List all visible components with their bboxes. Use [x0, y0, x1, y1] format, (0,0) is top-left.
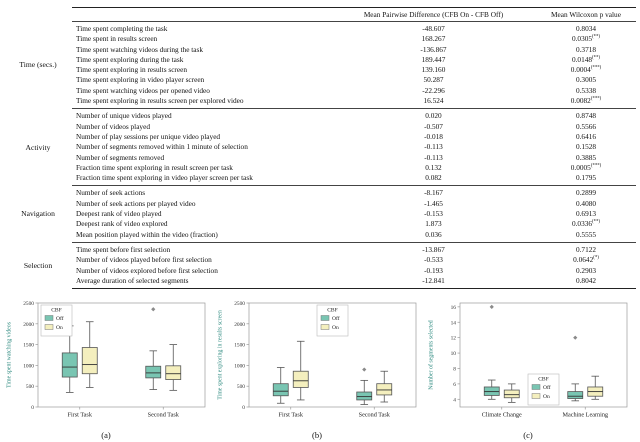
legend-label: On: [56, 325, 63, 332]
diff-value: 1.873: [425, 219, 442, 229]
table-group: [4, 243, 636, 289]
y-tick-label: 0: [242, 405, 245, 412]
outlier-diamond: [362, 368, 366, 372]
x-tick-label: Machine Learning: [562, 411, 609, 419]
x-tick-label: Climate Change: [481, 411, 522, 419]
boxplot-figure-a: [2, 295, 210, 440]
significance-marker: (**): [592, 34, 601, 40]
box-on: [166, 366, 181, 380]
metric-label: Time spent before first selection: [76, 244, 171, 254]
outlier-diamond: [490, 305, 494, 309]
p-value: 0.1795: [575, 173, 597, 183]
diff-value: 189.447: [421, 54, 446, 64]
group-rows: [72, 243, 636, 289]
diff-value: 16.524: [423, 96, 444, 106]
table-row: [72, 230, 636, 240]
table-row: [72, 209, 636, 219]
table-row: [72, 111, 636, 121]
p-value: 0.0642(*): [573, 255, 599, 265]
metric-label: Time spent completing the task: [76, 24, 168, 33]
boxplot-c-svg: [424, 295, 632, 429]
table-row: [72, 122, 636, 132]
category-cell: Navigation: [21, 209, 55, 219]
category-cell: Selection: [23, 260, 53, 270]
table-group: [4, 22, 636, 109]
table-row: [72, 96, 636, 106]
y-tick-label: 2000: [23, 321, 34, 328]
metric-label: Average duration of selected segments: [76, 275, 189, 285]
table-row: [72, 45, 636, 55]
p-value: 0.3885: [575, 152, 597, 162]
metric-label: Time spent exploring in results screen: [76, 65, 187, 75]
diff-value: 50.287: [423, 75, 444, 85]
table-row: [72, 24, 636, 34]
table-group: [4, 109, 636, 186]
p-value: 0.2903: [575, 265, 597, 275]
legend-label: Off: [56, 316, 64, 323]
subcaption-a: (a): [101, 430, 111, 441]
metric-label: Deepest rank of video explored: [76, 219, 168, 229]
legend-title: CBF: [538, 376, 549, 383]
metric-label: Number of videos played: [76, 121, 150, 131]
category-cell: Activity: [25, 142, 51, 152]
y-tick-label: 4: [453, 397, 456, 404]
box-on: [504, 390, 519, 398]
legend-swatch-on: [321, 325, 329, 330]
header-cells: [72, 7, 636, 22]
p-value: 0.5566: [575, 121, 597, 131]
boxplot-b-svg: [213, 295, 421, 429]
diff-value: 0.082: [425, 173, 442, 183]
p-value: 0.8034: [575, 24, 597, 33]
table-row: [72, 34, 636, 44]
table-header-band: [4, 7, 636, 22]
category-cell: Time (secs.): [19, 60, 57, 70]
pvalue-column-header: Mean Wilcoxon p value: [551, 10, 621, 19]
metric-label: Time spent in results screen: [76, 34, 158, 44]
y-tick-label: 500: [236, 384, 245, 391]
metric-label: Number of play sessions per unique video played: [76, 131, 221, 141]
metric-label: Number of segments removed within 1 minute of selection: [76, 142, 248, 152]
metric-label: Mean position played within the video (fraction): [76, 229, 218, 239]
table-row: [72, 245, 636, 255]
significance-marker: (***): [590, 96, 602, 102]
subcaption-b: (b): [312, 430, 322, 441]
metric-column-header: [72, 9, 331, 20]
header-row: [72, 9, 636, 20]
y-tick-label: 2500: [23, 301, 34, 308]
category-cell-empty: [4, 7, 72, 22]
x-tick-label: Second Task: [358, 411, 390, 419]
y-tick-label: 2000: [234, 321, 245, 328]
p-value: 0.8748: [575, 111, 597, 121]
diff-value: -1.465: [424, 198, 443, 208]
table-row: [72, 75, 636, 85]
legend-swatch-on: [532, 394, 540, 399]
metric-label: Deepest rank of video played: [76, 209, 162, 219]
y-tick-label: 1000: [23, 363, 34, 370]
p-value: 0.5555: [575, 229, 597, 239]
diff-column-header: Mean Pairwise Difference (CFB On - CFB Off): [363, 10, 504, 19]
metric-label: Number of seek actions: [76, 188, 146, 198]
significance-marker: (***): [590, 65, 602, 71]
metric-label: Time spent exploring in results screen per explored video: [76, 96, 244, 106]
table-row: [72, 142, 636, 152]
x-tick-label: First Task: [278, 411, 303, 419]
legend-label: Off: [332, 316, 340, 323]
boxplot-figure-c: [424, 295, 632, 440]
legend-label: On: [543, 394, 550, 401]
group-rows: [72, 186, 636, 242]
boxplot-figure-b: [213, 295, 421, 440]
p-value: 0.0005(***): [570, 162, 602, 172]
boxplot-a-svg: [2, 295, 210, 429]
table-row: [72, 163, 636, 173]
table-row: [72, 55, 636, 65]
box-on: [293, 371, 308, 387]
metric-label: Fraction time spent exploring in video player screen per task: [76, 173, 253, 183]
legend-label: Off: [543, 385, 551, 392]
table-row: [72, 132, 636, 142]
p-value: 0.6913: [575, 209, 597, 219]
metric-label: Number of unique videos played: [76, 111, 172, 121]
y-tick-label: 8: [453, 366, 456, 373]
y-tick-label: 6: [453, 382, 456, 389]
p-value: 0.5338: [575, 85, 597, 95]
diff-value: -0.193: [424, 265, 443, 275]
diff-value: -13.867: [422, 244, 445, 254]
diff-value: -136.867: [420, 44, 447, 54]
metric-label: Time spent watching videos during the task: [76, 44, 204, 54]
table-group: [4, 186, 636, 242]
metric-label: Number of videos played before first selection: [76, 255, 212, 265]
outlier-diamond: [151, 307, 155, 311]
boxplots-row: [0, 289, 640, 440]
y-tick-label: 500: [25, 384, 34, 391]
x-tick-label: First Task: [67, 411, 92, 419]
table-row: [72, 276, 636, 286]
y-tick-label: 10: [450, 351, 456, 358]
box-on: [377, 384, 392, 395]
box-off: [568, 392, 583, 399]
y-axis-label: Number of segments selected: [428, 320, 435, 390]
diff-value: -48.607: [422, 24, 445, 33]
table-row: [72, 188, 636, 198]
y-tick-label: 1500: [234, 342, 245, 349]
metric-label: Number of videos explored before first selection: [76, 265, 218, 275]
significance-marker: (*): [593, 255, 599, 261]
metric-label: Time spent exploring during the task: [76, 54, 184, 64]
box-off: [357, 392, 372, 400]
legend-label: On: [332, 325, 339, 332]
p-value: 0.0082(***): [570, 96, 602, 106]
y-tick-label: 2500: [234, 301, 245, 308]
x-tick-label: Second Task: [147, 411, 179, 419]
diff-value: -0.113: [424, 152, 443, 162]
p-value: 0.3005: [575, 75, 597, 85]
p-value: 0.8042: [575, 275, 597, 285]
diff-value: 0.132: [425, 162, 442, 172]
diff-value: 0.036: [425, 229, 442, 239]
y-tick-label: 12: [450, 335, 456, 342]
metric-label: Time spent exploring in video player screen: [76, 75, 205, 85]
box-off: [62, 353, 77, 377]
diff-value: -0.533: [424, 255, 443, 265]
group-rows: [72, 22, 636, 109]
p-value: 0.0305(**): [571, 34, 601, 44]
p-value: 0.3718: [575, 44, 597, 54]
table-row: [72, 65, 636, 75]
diff-value: -0.018: [424, 131, 443, 141]
metric-label: Number of seek actions per played video: [76, 198, 196, 208]
p-value: 0.1528: [575, 142, 597, 152]
y-tick-label: 1500: [23, 342, 34, 349]
table-row: [72, 153, 636, 163]
p-value: 0.4080: [575, 198, 597, 208]
table-row: [72, 266, 636, 276]
diff-value: -8.167: [424, 188, 443, 198]
legend-swatch-off: [45, 316, 53, 321]
metric-label: Number of segments removed: [76, 152, 165, 162]
diff-value: -0.113: [424, 142, 443, 152]
y-tick-label: 14: [450, 320, 456, 327]
p-value: 0.0148(**): [571, 54, 601, 64]
subcaption-c: (c): [523, 430, 533, 441]
box-off: [273, 384, 288, 396]
legend-swatch-off: [532, 385, 540, 390]
diff-value: 0.020: [425, 111, 442, 121]
p-value: 0.7122: [575, 244, 597, 254]
metric-label: Time spent watching videos per opened video: [76, 85, 210, 95]
group-rows: [72, 109, 636, 186]
table-row: [72, 219, 636, 229]
box-on: [82, 348, 97, 374]
diff-value: -0.153: [424, 209, 443, 219]
significance-marker: (**): [592, 55, 601, 61]
p-value: 0.2899: [575, 188, 597, 198]
legend-title: CBF: [51, 307, 62, 314]
diff-value: 168.267: [421, 34, 446, 44]
legend-title: CBF: [327, 307, 338, 314]
y-axis-label: Time spent watching videos: [6, 322, 13, 389]
diff-value: 139.160: [421, 65, 446, 75]
y-axis-label: Time spent exploring in results screen: [217, 310, 224, 400]
diff-value: -12.841: [422, 275, 445, 285]
y-tick-label: 0: [31, 405, 34, 412]
y-tick-label: 1000: [234, 363, 245, 370]
legend-swatch-off: [321, 316, 329, 321]
box-off: [146, 366, 161, 378]
metric-label: Fraction time spent exploring in result screen per task: [76, 162, 233, 172]
table-row: [72, 255, 636, 265]
diff-value: -22.296: [422, 85, 445, 95]
outlier-diamond: [573, 336, 577, 340]
table-row: [72, 173, 636, 183]
significance-marker: (***): [590, 163, 602, 169]
diff-value: -0.507: [424, 121, 443, 131]
significance-marker: (**): [592, 219, 601, 225]
p-value: 0.6416: [575, 131, 597, 141]
p-value: 0.0336(**): [571, 219, 601, 229]
legend-swatch-on: [45, 325, 53, 330]
table-row: [72, 86, 636, 96]
table-row: [72, 199, 636, 209]
p-value: 0.0004(***): [570, 65, 602, 75]
y-tick-label: 16: [450, 304, 456, 311]
